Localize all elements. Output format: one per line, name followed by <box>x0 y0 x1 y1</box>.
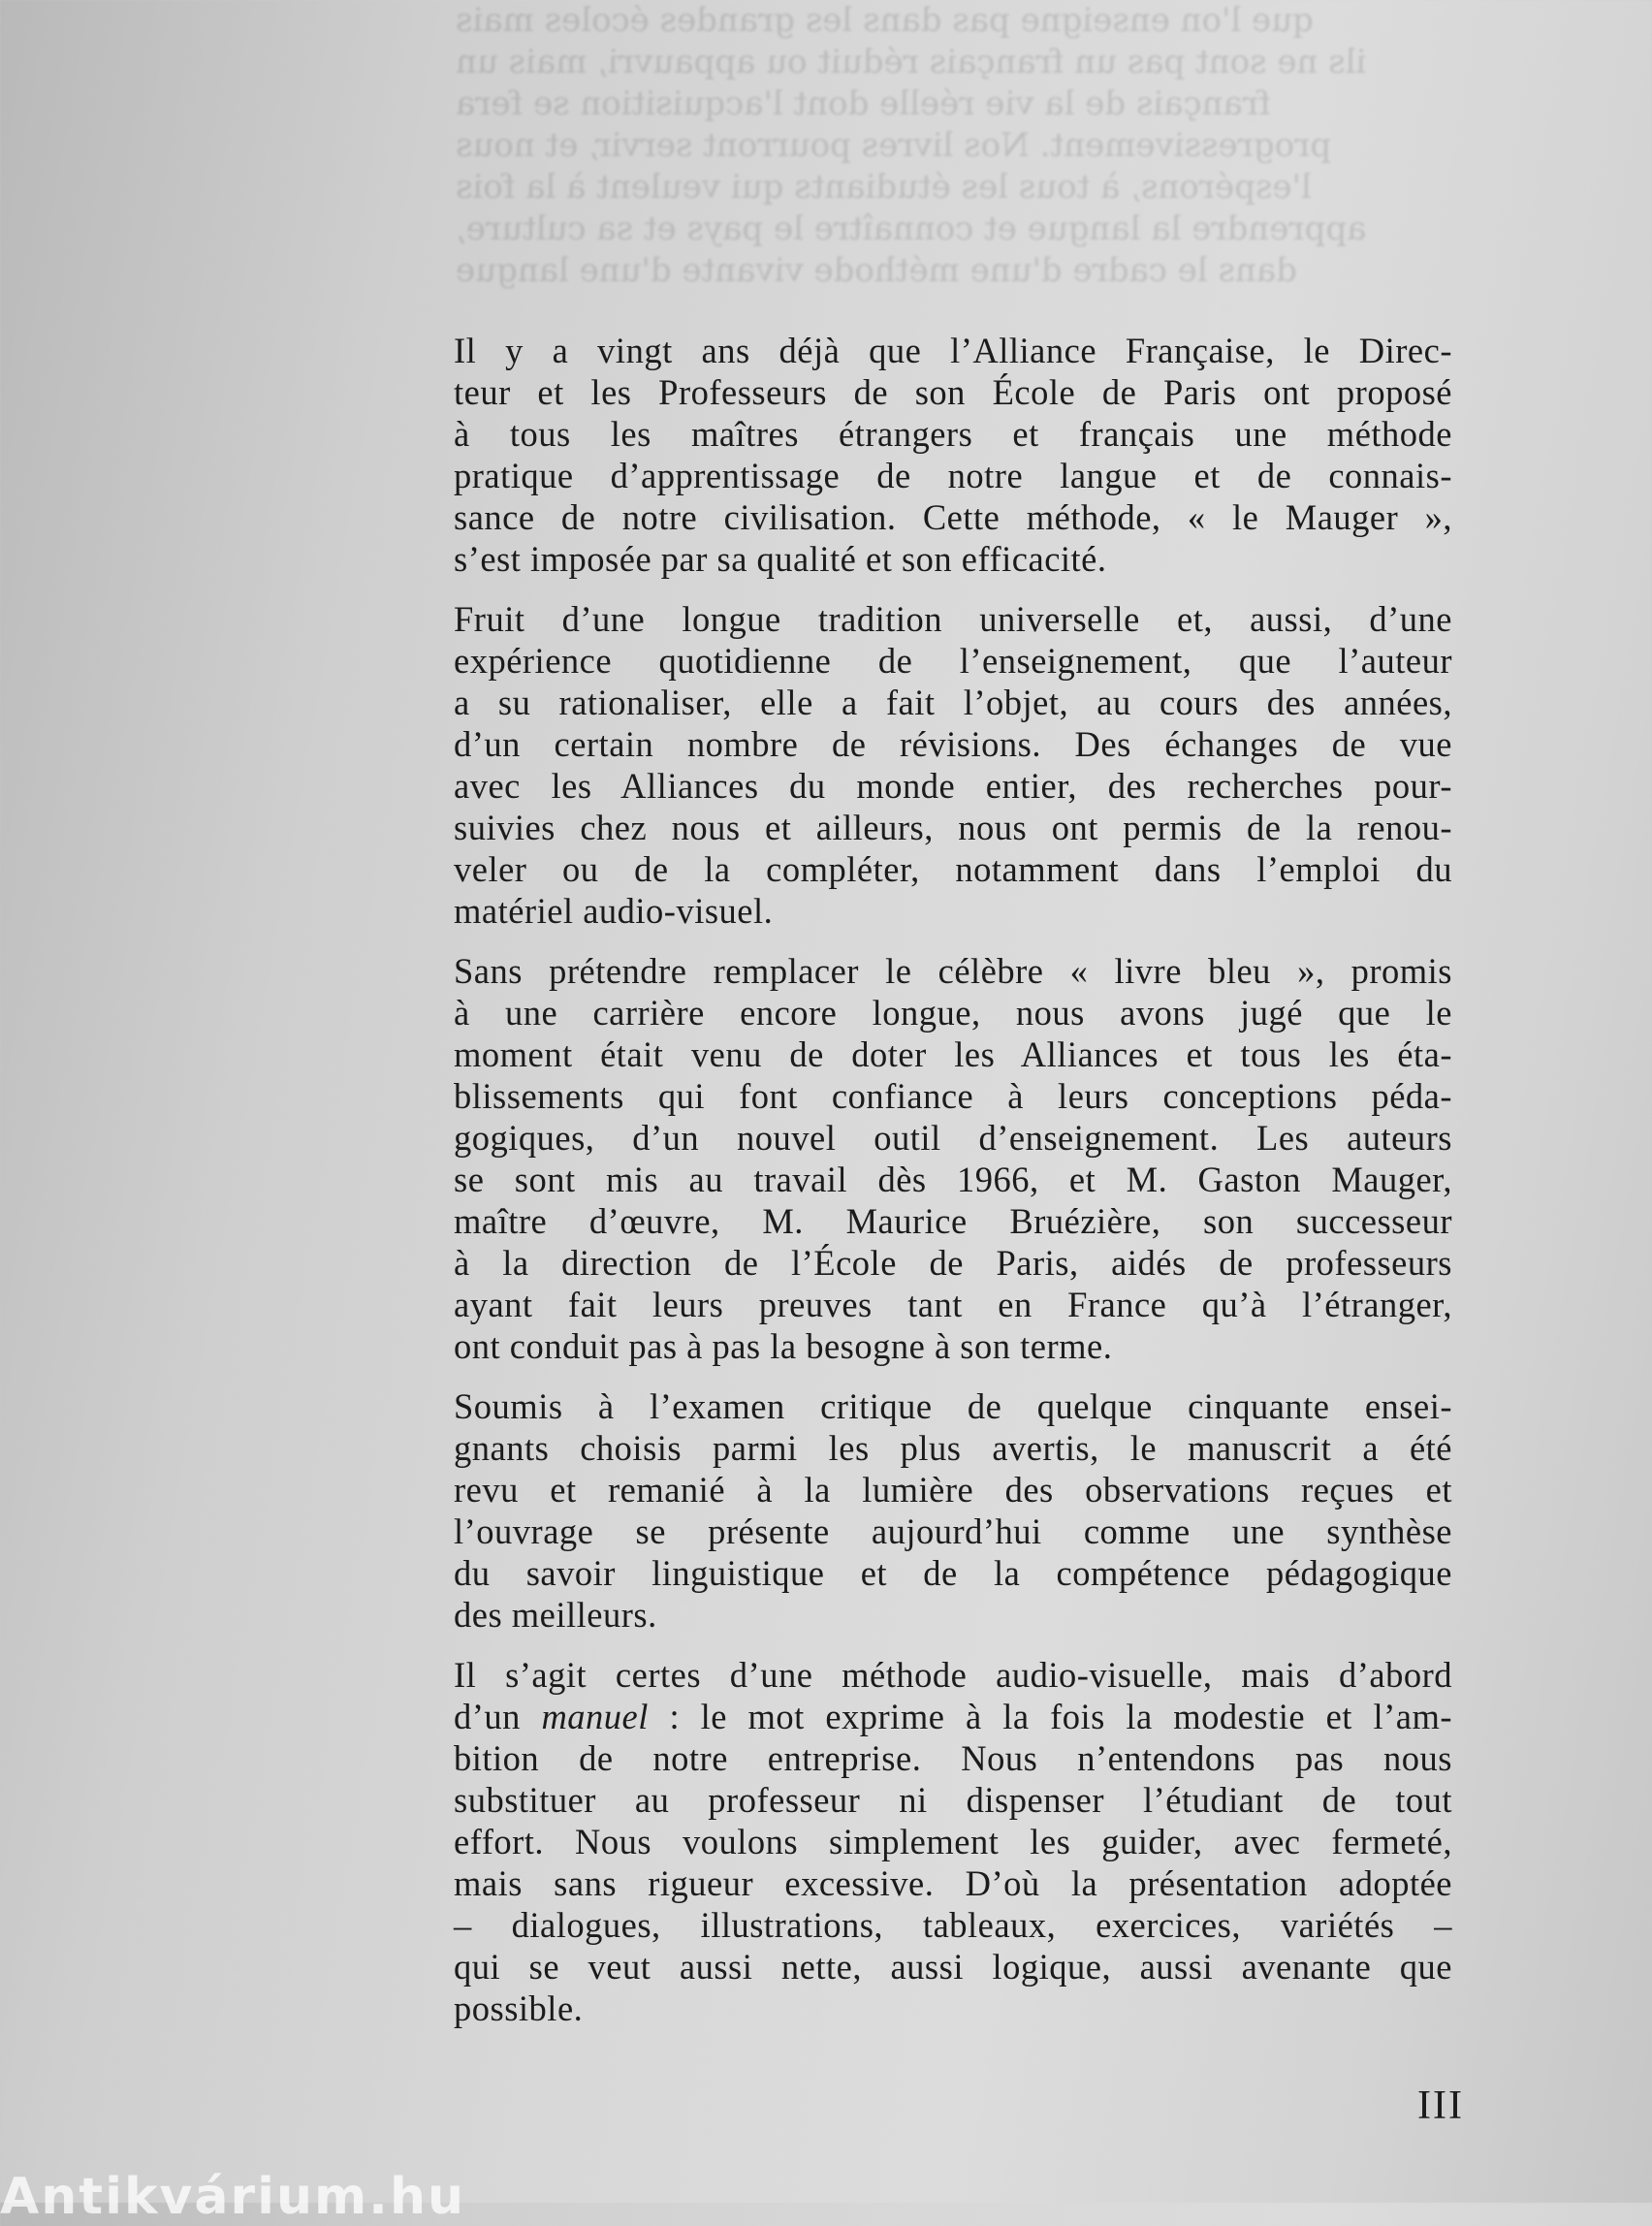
text-line: qui se veut aussi nette, aussi logique, aussi avenante que <box>454 1947 1452 1987</box>
text-line: Soumis à l’examen critique de quelque cinquante ensei- <box>454 1386 1452 1426</box>
paragraph-1 <box>454 330 1452 580</box>
text-line: effort. Nous voulons simplement les guider, avec fermeté, <box>454 1822 1452 1861</box>
text-line: se sont mis au travail dès 1966, et M. Gaston Mauger, <box>454 1160 1452 1199</box>
text-line: Sans prétendre remplacer le célèbre « livre bleu », promis <box>454 951 1452 991</box>
text-line: Il s’agit certes d’une méthode audio-visuelle, mais d’abord <box>454 1655 1452 1695</box>
text-line: – dialogues, illustrations, tableaux, exercices, variétés – <box>454 1905 1452 1945</box>
watermark-logo: Antikvárium.hu <box>0 2168 465 2226</box>
text-line: Il y a vingt ans déjà que l’Alliance Française, le Direc- <box>454 331 1452 370</box>
text-line: à la direction de l’École de Paris, aidés de professeurs <box>454 1243 1452 1283</box>
text-line: d’un certain nombre de révisions. Des échanges de vue <box>454 724 1452 764</box>
text-line: gnants choisis parmi les plus avertis, le manuscrit a été <box>454 1428 1452 1468</box>
text-line: l’ouvrage se présente aujourd’hui comme une synthèse <box>454 1511 1452 1551</box>
text-line: bition de notre entreprise. Nous n’entendons pas nous <box>454 1738 1452 1778</box>
text-line: substituer au professeur ni dispenser l’étudiant de tout <box>454 1780 1452 1820</box>
text-line: ayant fait leurs preuves tant en France qu’à l’étranger, <box>454 1285 1452 1324</box>
paragraph-5 <box>454 1654 1452 2029</box>
emphasis-manuel: manuel <box>541 1697 649 1736</box>
text-line: gogiques, d’un nouvel outil d’enseignement. Les auteurs <box>454 1118 1452 1158</box>
text-line: à tous les maîtres étrangers et français une méthode <box>454 414 1452 454</box>
text-line: avec les Alliances du monde entier, des recherches pour- <box>454 766 1452 806</box>
text-line: teur et les Professeurs de son École de Paris ont proposé <box>454 372 1452 412</box>
text-line: d’un manuel : le mot exprime à la fois la modestie et l’am- <box>454 1697 1452 1736</box>
text-line: revu et remanié à la lumière des observations reçues et <box>454 1470 1452 1510</box>
text-line: sance de notre civilisation. Cette méthode, « le Mauger », <box>454 497 1452 537</box>
text-line: veler ou de la compléter, notamment dans l’emploi du <box>454 849 1452 889</box>
text-line: moment était venu de doter les Alliances et tous les éta- <box>454 1034 1452 1074</box>
body-text <box>454 330 1452 2048</box>
text-line: Fruit d’une longue tradition universelle et, aussi, d’une <box>454 599 1452 639</box>
paragraph-3 <box>454 950 1452 1367</box>
text-line: mais sans rigueur excessive. D’où la présentation adoptée <box>454 1863 1452 1903</box>
text-line: maître d’œuvre, M. Maurice Bruézière, son successeur <box>454 1201 1452 1241</box>
paragraph-2 <box>454 598 1452 932</box>
text-line: du savoir linguistique et de la compétence pédagogique <box>454 1553 1452 1593</box>
text-line: matériel audio-visuel. <box>454 891 774 931</box>
text-line: des meilleurs. <box>454 1595 657 1635</box>
text-line: a su rationaliser, elle a fait l’objet, au cours des années, <box>454 683 1452 722</box>
text-line: expérience quotidienne de l’enseignement, que l’auteur <box>454 641 1452 681</box>
page-number: III <box>1417 2083 1464 2128</box>
show-through-text: que l'on enseigne pas dans les grandes écoles mais ils ne sont pas un français réduit ou appauvri, mais un français de la vie réelle dont l'acquisition se fera progressivement. Nos livres pourront servir, et nous l'espérons, à tous les étudiants qui veulent à la fois apprendre la langue et connaître le pays et sa culture, dans le cadre d'une méthode vivante d'une langue <box>456 1 1367 290</box>
text-line: pratique d’apprentissage de notre langue et de connais- <box>454 456 1452 495</box>
text-line: s’est imposée par sa qualité et son efficacité. <box>454 539 1107 579</box>
text-line: blissements qui font confiance à leurs conceptions péda- <box>454 1076 1452 1116</box>
paragraph-4 <box>454 1385 1452 1636</box>
text-line: ont conduit pas à pas la besogne à son terme. <box>454 1326 1113 1366</box>
text-line: suivies chez nous et ailleurs, nous ont permis de la renou- <box>454 808 1452 847</box>
text-line: possible. <box>454 1988 584 2028</box>
text-line: à une carrière encore longue, nous avons jugé que le <box>454 993 1452 1033</box>
